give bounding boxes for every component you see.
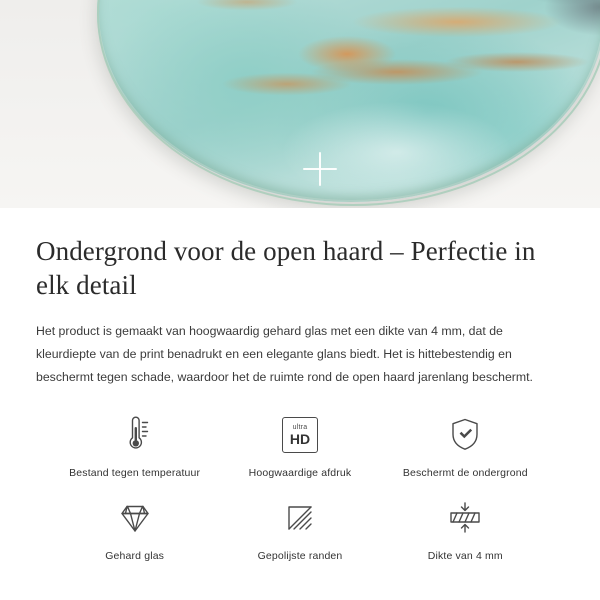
ultra-hd-bottom-text: HD bbox=[289, 431, 311, 448]
feature-item bbox=[217, 412, 382, 479]
feature-item bbox=[52, 412, 217, 479]
round-glass-plate bbox=[97, 0, 600, 202]
shield-check-icon bbox=[445, 412, 485, 458]
feature-label: Beschermt de ondergrond bbox=[402, 467, 528, 480]
feature-item bbox=[52, 495, 217, 562]
diamond-icon bbox=[115, 495, 155, 541]
feature-grid bbox=[36, 412, 564, 562]
feature-label: Hoogwaardige afdruk bbox=[248, 467, 352, 480]
hero-image bbox=[0, 0, 600, 208]
thermometer-icon bbox=[115, 412, 155, 458]
feature-item bbox=[383, 495, 548, 562]
feature-item bbox=[383, 412, 548, 479]
feature-label: Gehard glas bbox=[105, 550, 165, 563]
feature-label: Dikte van 4 mm bbox=[427, 550, 503, 563]
product-description-text: Het product is gemaakt van hoogwaardig gehard glas met een dikte van 4 mm, dat de kleurdiepte van de print benadrukt en een elegante glans biedt. Het is hittebestendig en beschermt tegen schade, waardoor het de ruimte rond de open haard jarenlang beschermt. bbox=[36, 324, 533, 384]
ultra-hd-top-text: ultra bbox=[292, 424, 308, 432]
content-section bbox=[0, 208, 600, 562]
feature-label: Gepolijste randen bbox=[257, 550, 343, 563]
polished-edges-icon bbox=[280, 495, 320, 541]
ultra-hd-icon bbox=[282, 412, 318, 458]
feature-item bbox=[217, 495, 382, 562]
page-title: Ondergrond voor de open haard – Perfectie in elk detail bbox=[36, 236, 536, 301]
thickness-4mm-icon bbox=[443, 495, 487, 541]
feature-label: Bestand tegen temperatuur bbox=[69, 467, 201, 480]
